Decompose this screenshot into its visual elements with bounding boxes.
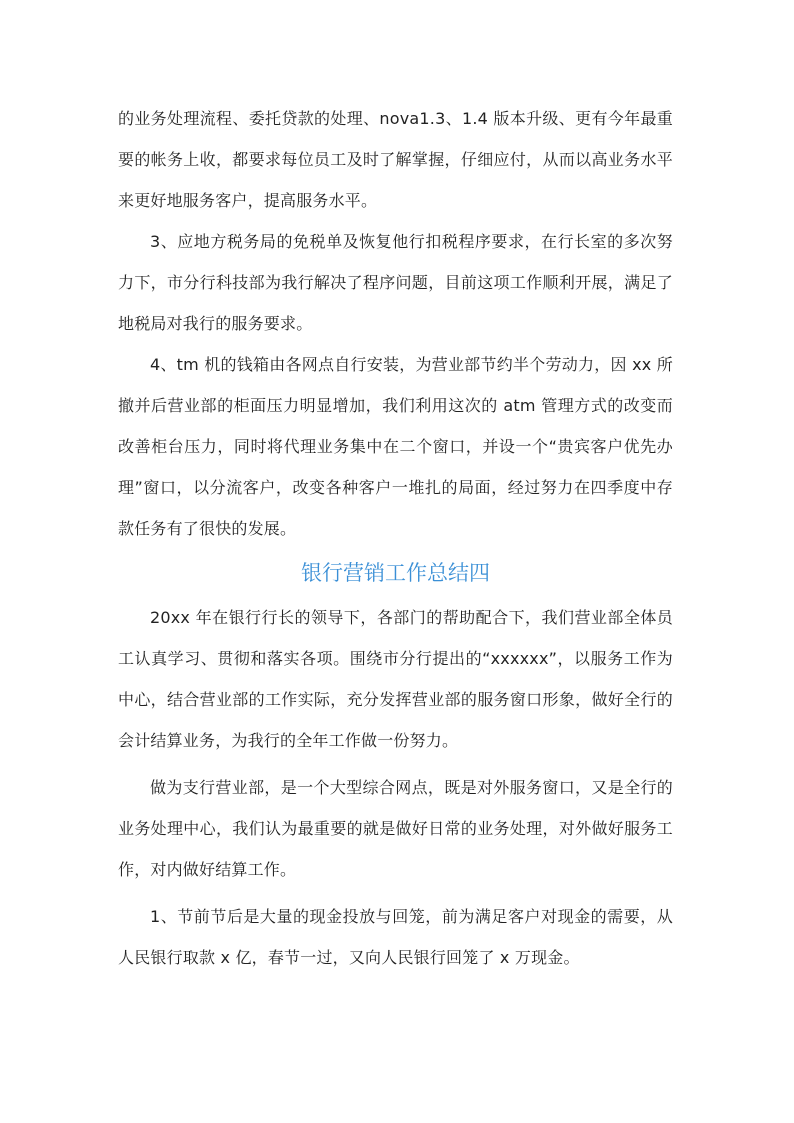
document-page: [118, 98, 673, 978]
paragraph-intro: 20xx 年在银行行长的领导下，各部门的帮助配合下，我们营业部全体员工认真学习、贯彻和落实各项。围绕市分行提出的“xxxxxx”，以服务工作为中心，结合营业部的工作实际，充分发挥营业部的服务窗口形象，做好全行的会计结算业务，为我行的全年工作做一份努力。: [118, 608, 673, 750]
section-heading: 银行营销工作总结四: [301, 561, 490, 585]
paragraph-item-4: 4、tm 机的钱箱由各网点自行安装，为营业部节约半个劳动力，因 xx 所撤并后营业部的柜面压力明显增加，我们利用这次的 atm 管理方式的改变而改善柜台压力，同时将代理业务集中在二个窗口，并设一个“贵宾客户优先办理”窗口，以分流客户，改变各种客户一堆扎的局面，经过努力在四季度中存款任务有了很快的发展。: [118, 355, 673, 538]
paragraph-role: 做为支行营业部，是一个大型综合网点，既是对外服务窗口，又是全行的业务处理中心，我们认为最重要的就是做好日常的业务处理，对外做好服务工作，对内做好结算工作。: [118, 778, 673, 879]
paragraph-item-3: 3、应地方税务局的免税单及恢复他行扣税程序要求，在行长室的多次努力下，市分行科技部为我行解决了程序问题，目前这项工作顺利开展，满足了地税局对我行的服务要求。: [118, 232, 673, 333]
paragraph-continuation: 的业务处理流程、委托贷款的处理、nova1.3、1.4 版本升级、更有今年最重要的帐务上收，都要求每位员工及时了解掌握，仔细应付，从而以高业务水平来更好地服务客户，提高服务水平。: [118, 109, 673, 210]
paragraph-item-1: 1、节前节后是大量的现金投放与回笼，前为满足客户对现金的需要，从人民银行取款 x 亿，春节一过，又向人民银行回笼了 x 万现金。: [118, 907, 673, 967]
